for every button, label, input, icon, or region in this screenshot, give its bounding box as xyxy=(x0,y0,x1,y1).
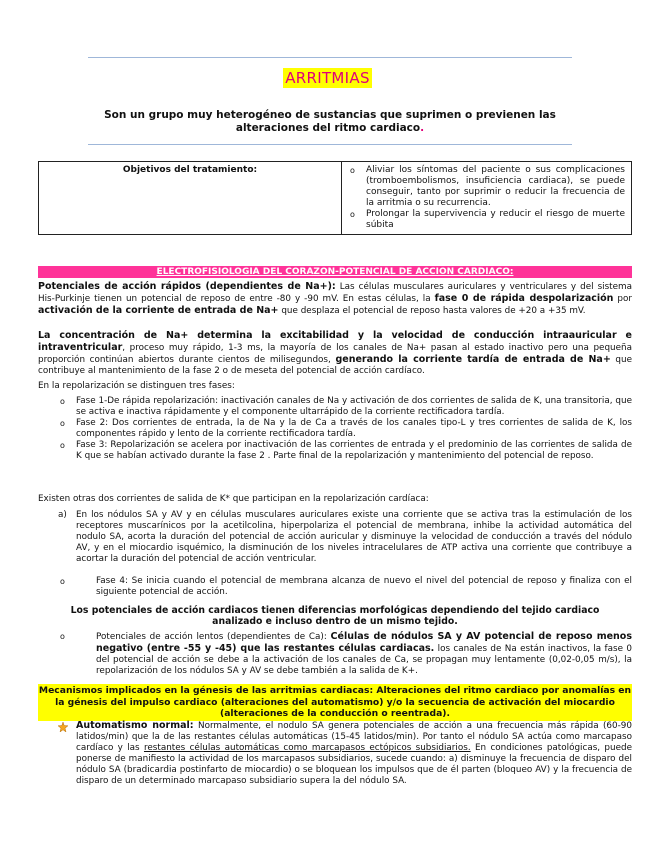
subtitle-end: . xyxy=(420,122,425,134)
document-subtitle xyxy=(88,109,572,135)
automatismo-underline: restantes células automáticas como marcapasos ectópicos subsidiarios. xyxy=(143,743,471,753)
objectives-list xyxy=(348,165,625,231)
phase4-block xyxy=(38,576,632,598)
p1-text-1: Las células musculares auriculares y ventriculares y del sistema His-Purkinje tienen un potencial de reposo de entre -80 y -90 mV. En estas células, la xyxy=(38,282,632,304)
phases-list xyxy=(38,396,632,462)
objectives-table xyxy=(38,161,632,235)
p2-text-1: , proceso muy rápido, 1-3 ms, la mayoría de los canales de Na+ pasan al estado inactivo pero una pequeña proporción continúan abiertos durante cientos de milisegundos, xyxy=(38,343,632,365)
slow-bold-1: Células de nódulos SA y AV potencial de reposo menos negativo (entre -55 y -45) que las restantes células cardiacas. xyxy=(96,631,632,654)
p2-text-2: que contribuye al mantenimiento de la fase 2 o de meseta del potencial de acción cardíaco. xyxy=(38,355,632,376)
subtitle-text: Son un grupo muy heterogéneo de sustancias que suprimen o previenen las alteraciones del ritmo cardiaco xyxy=(104,109,556,134)
title-wrap xyxy=(0,68,655,88)
objectives-label: Objetivos del tratamiento: xyxy=(39,162,342,235)
paragraph-automatismo xyxy=(38,720,632,787)
item-a-text: En los nódulos SA y AV y en células musculares auriculares existe una corriente que se activa tras la estimulación de los receptores muscarínicos por la acetilcolina, hiperpolariza el potencial de membrana, inhibe la actividad automática del nodulo SA, acorta la duración del potencial de acción auricular y disminuye la velocidad de conducción a través del nódulo AV, y en el miocardio isquémico, la disminución de los niveles intracelulares de ATP activa una corriente que contribuye a acortar la duración del potencial de acción ventricular. xyxy=(76,510,632,564)
bottom-divider xyxy=(88,144,572,145)
objective-item: o Aliviar los síntomas del paciente o sus complicaciones (tromboembolismos, insuficiencia cardiaca), se puede conseguir, tanto por suprimir o reducir la frecuencia de la arritmia o su recurrencia. xyxy=(348,165,625,209)
phase-item: o Fase 2: Dos corrientes de entrada, la de Na y la de Ca a través de los canales tipo-L y tres corrientes de salida de K, los componentes rápido y lento de la corriente rectificadora tardía. xyxy=(38,418,632,440)
paragraph-repolarization-intro: En la repolarización se distinguen tres fases: xyxy=(38,381,235,391)
phases-block xyxy=(38,396,632,462)
slow-list xyxy=(38,631,632,677)
item-a-block xyxy=(38,510,632,565)
top-divider xyxy=(88,57,572,58)
p2-bold-1: La concentración de Na+ determina la excitabilidad y la velocidad de conducción intraauricular e intraventricular xyxy=(38,330,632,353)
objective-item: o Prolongar la supervivencia y reducir el riesgo de muerte súbita xyxy=(348,209,625,231)
paragraph-na-concentration xyxy=(38,330,632,377)
phase4-item xyxy=(38,576,632,598)
phase-item: o Fase 1-De rápida repolarización: inactivación canales de Na y activación de dos corrientes de salida de K, una transitoria, que se activa e inactiva rápidamente y el componente ultarrápido de la corriente rectificadora tardía. xyxy=(38,396,632,418)
paragraph-morphology: Los potenciales de acción cardiacos tienen diferencias morfológicas dependiendo del tejido cardiaco analizado e incluso dentro de un mismo tejido. xyxy=(70,605,600,627)
p2-bold-2: generando la corriente tardía de entrada de Na+ xyxy=(335,354,611,365)
slow-potentials-block xyxy=(38,631,632,677)
phase4-text: Fase 4: Se inicia cuando el potencial de membrana alcanza de nuevo el nivel del potencial de reposo y finaliza con el siguiente potencial de acción. xyxy=(96,576,632,597)
slow-item xyxy=(38,631,632,677)
section-header-mecanismos: Mecanismos implicados en la génesis de las arritmias cardiacas: Alteraciones del ritmo cardiaco por anomalías en la génesis del impulso cardiaco (alteraciones del automatismo) y/o la secuencia de activación del miocardio (alteraciones de la conducción o reentrada). xyxy=(38,685,632,719)
document-title: ARRITMIAS xyxy=(285,69,370,87)
paragraph-rapid-potentials xyxy=(38,281,632,317)
slow-text-1: Potenciales de acción lentos (dependientes de Ca): xyxy=(96,632,331,642)
phase-item: o Fase 3: Repolarización se acelera por inactivación de las corrientes de entrada y el predominio de las corrientes de salida de K que se habían activado durante la fase 2 . Parte final de la repolarización y mantenimiento del potencial de reposo. xyxy=(38,440,632,462)
automatismo-text-1: Normalmente, el nodulo SA genera potenciales de acción a una frecuencia más rápida (60-90 latidos/min) que la de las restantes células automáticas (15-45 latidos/min). Por tanto el nódulo SA actúa como marcapaso cardíaco y las xyxy=(76,721,632,753)
phase4-list xyxy=(38,576,632,598)
p1-bold-2: fase 0 de rápida despolarización xyxy=(434,293,614,304)
p1-text-3: que desplaza el potencial de reposo hasta valores de +20 a +35 mV. xyxy=(278,306,586,316)
objectives-row xyxy=(39,162,632,235)
paragraph-k-currents: Existen otras dos corrientes de salida de K* que participan en la repolarización cardíaca: xyxy=(38,494,429,504)
automatismo-text-2: En condiciones patológicas, puede ponerse de manifiesto la actividad de los marcapasos subsidiarios, sucede cuando: a) disminuye la frecuencia de disparo del nódulo SA (bradicardia postinfarto de miocardio) o se bloquean los impulsos que de él parten (bloqueo AV) y la frecuencia de disparo de un determinado marcapaso subsidiario supera la del nódulo SA. xyxy=(76,743,633,786)
automatismo-bold: Automatismo normal: xyxy=(76,720,194,731)
slow-text-2: los canales de Na están inactivos, la fase 0 del potencial de acción se debe a la activación de los canales de Ca, se propagan muy lentamente (0,02-0,05 m/s), la repolarización de los nódulos SA y AV se debe también a la salida de K+. xyxy=(96,644,632,676)
p1-bold-3: activación de la corriente de entrada de Na+ xyxy=(38,305,279,316)
item-a xyxy=(38,510,632,565)
objectives-cell xyxy=(342,162,632,235)
section-header-electrofisiologia: ELECTROFISIOLOGIA DEL CORAZON-POTENCIAL DE ACCION CARDIACO: xyxy=(38,266,632,278)
item-a-marker: a) xyxy=(58,510,67,520)
p1-bold-1: Potenciales de acción rápidos (dependientes de Na+): xyxy=(38,281,336,292)
p1-text-2: por xyxy=(613,294,632,304)
